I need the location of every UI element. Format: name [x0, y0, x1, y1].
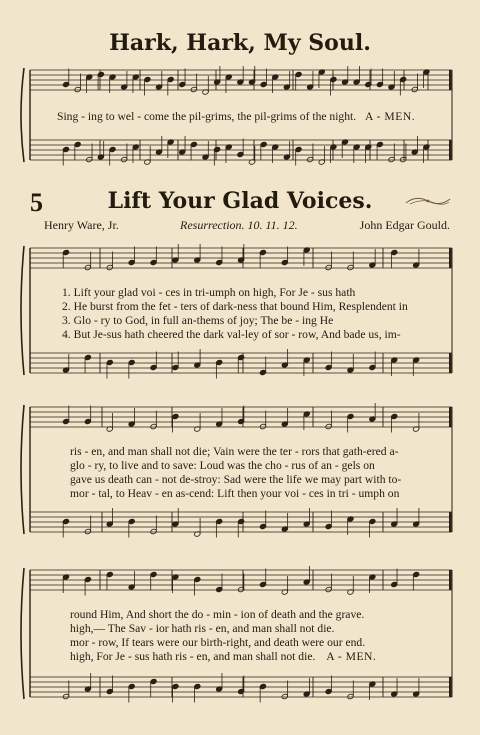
verse-1-line-3: round Him, And short the do - min - ion of death and the grave. [70, 608, 365, 621]
verse-4-line-3-text: high, For Je - sus hath ris - en, and man shall not die. [70, 650, 316, 663]
hymn1-lyric-line [57, 110, 415, 124]
hymn1-amen: A - MEN. [365, 110, 416, 123]
hymn-composer: John Edgar Gould. [359, 218, 450, 232]
decorative-ornament-icon [404, 193, 452, 209]
verse-1-line-1: 1. Lift your glad voi - ces in tri-umph on high, For Je - sus hath [62, 286, 356, 299]
hymn-author: Henry Ware, Jr. [44, 218, 119, 232]
verse-4-line-2: mor - tal, to Heav - en as-cend: Lift then your voi - ces in tri - umph on [70, 487, 400, 500]
hymn-number: 5 [30, 188, 43, 217]
verse-4-line-3 [70, 650, 376, 664]
verse-2-line-1: 2. He burst from the fet - ters of dark-ness that bound Him, Resplendent in [62, 300, 408, 313]
verse-2-line-2: glo - ry, to live and to save: Loud was the cho - rus of an - gels on [70, 459, 375, 472]
verse-3-line-1: 3. Glo - ry to God, in full an-thems of joy; The be - ing He [62, 314, 334, 327]
verse-1-line-2: ris - en, and man shall not die; Vain were the ter - rors that gath-ered a- [70, 445, 399, 458]
hymn-credits [40, 218, 450, 236]
verse-3-line-3: mor - row, If tears were our birth-right, and death were our end. [70, 636, 366, 649]
verse-3-line-2: gave us death can - not de-stroy: Sad were the life we may part with to- [70, 473, 402, 486]
verse-4-line-1: 4. But Je-sus hath cheered the dark val-ley of sor - row, And bade us, im- [62, 328, 401, 341]
verse-2-line-3: high,— The Sav - ior hath ris - en, and man shall not die. [70, 622, 335, 635]
hymn-title-lift-your-glad-voices: Lift Your Glad Voices. [107, 188, 373, 214]
hymn1-lyric-text: Sing - ing to wel - come the pil-grims, the pil-grims of the night. [57, 110, 357, 123]
hymn-tune-meter: Resurrection. 10. 11. 12. [180, 218, 298, 232]
hymn2-amen: A - MEN. [326, 650, 377, 663]
hymn-title-hark-hark-my-soul: Hark, Hark, My Soul. [109, 30, 371, 56]
